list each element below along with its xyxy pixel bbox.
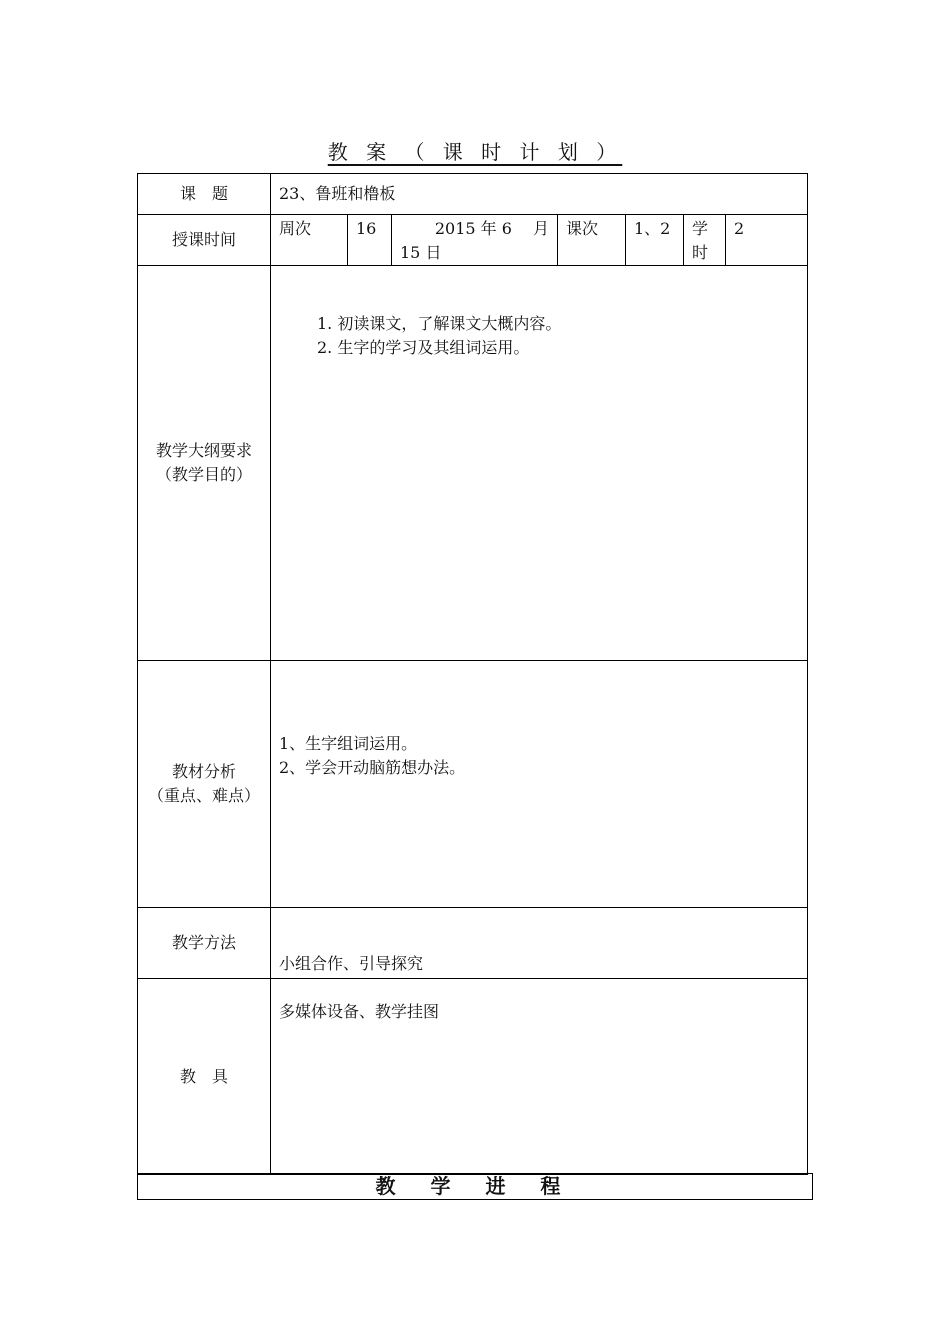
schedule-label: 授课时间 xyxy=(138,215,271,266)
document-title xyxy=(0,136,950,165)
date-line-2: 15 日 xyxy=(400,243,442,262)
document-title-text: 教 案 （ 课 时 计 划 ） xyxy=(327,140,623,164)
analysis-item: 1、生字组词运用。 xyxy=(279,734,418,753)
analysis-content xyxy=(271,661,808,908)
analysis-item: 2、学会开动脑筋想办法。 xyxy=(279,758,466,777)
tools-label: 教 具 xyxy=(138,979,271,1175)
week-value: 16 xyxy=(348,215,392,266)
objectives-content xyxy=(271,266,808,661)
topic-label: 课 题 xyxy=(138,174,271,215)
week-label: 周次 xyxy=(271,215,348,266)
tools-value: 多媒体设备、教学挂图 xyxy=(271,979,808,1175)
lesson-plan-table xyxy=(137,173,808,1175)
topic-value: 23、鲁班和橹板 xyxy=(271,174,808,215)
objective-item: 2. 生字的学习及其组词运用。 xyxy=(317,338,530,357)
analysis-label: 教材分析 （重点、难点） xyxy=(138,661,271,908)
hours-label: 学 时 xyxy=(684,215,726,266)
method-label: 教学方法 xyxy=(138,908,271,979)
objectives-label: 教学大纲要求 （教学目的） xyxy=(138,266,271,661)
method-value: 小组合作、引导探究 xyxy=(271,908,808,979)
teaching-progress-header: 教 学 进 程 xyxy=(137,1173,813,1200)
date-value xyxy=(392,215,558,266)
objective-item: 1. 初读课文，了解课文大概内容。 xyxy=(317,314,562,333)
date-line-1: 2015 年 6 月 xyxy=(434,219,549,238)
lesson-label: 课次 xyxy=(558,215,626,266)
hours-value: 2 xyxy=(726,215,808,266)
lesson-value: 1、2 xyxy=(626,215,684,266)
